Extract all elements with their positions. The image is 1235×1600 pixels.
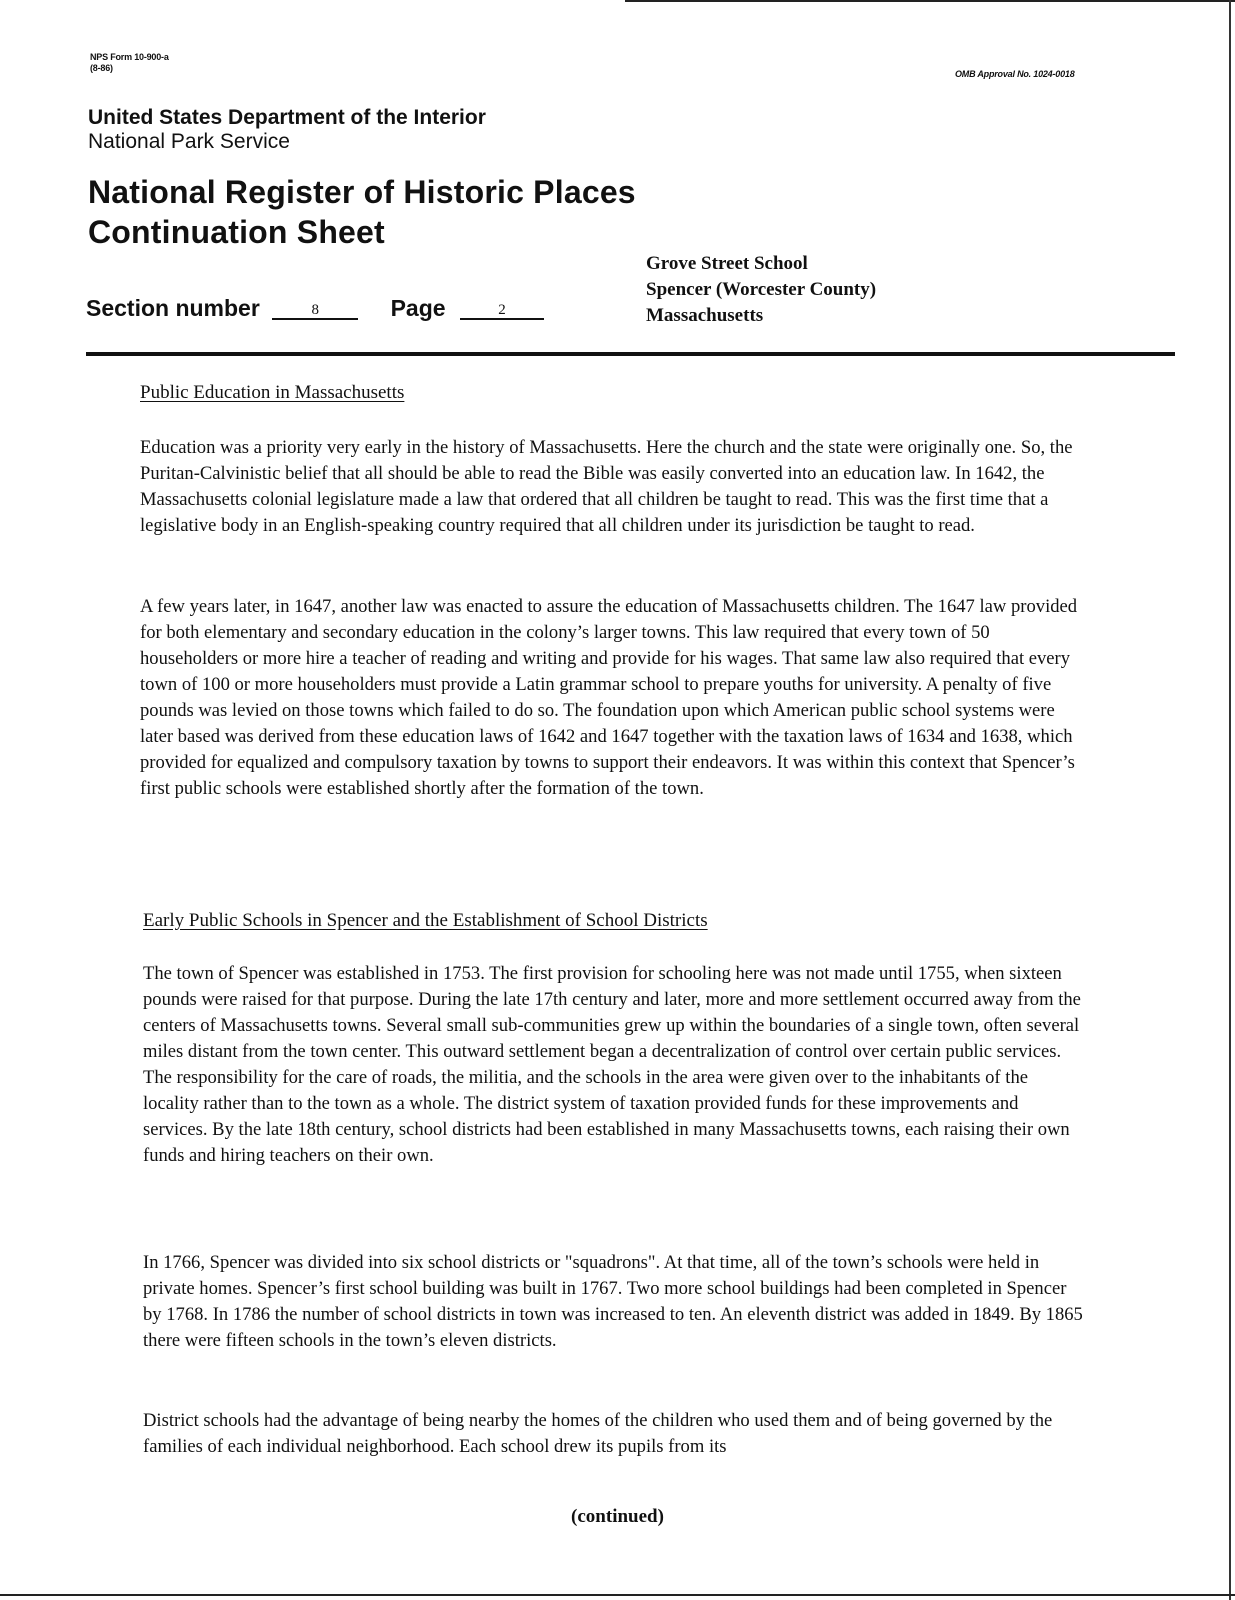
paragraph: The town of Spencer was established in 1753. The first provision for schooling here was not made until 1755, when sixteen pounds were raised for that purpose. During the late 17th century and later, more and more settlement occurred away from the centers of Massachusetts towns. Several small sub-communities grew up within the boundaries of a single town, often several miles distant from the town center. This outward settlement began a decentralization of control over certain public services. The responsibility for the care of roads, the militia, and the schools in the area were given over to the inhabitants of the locality rather than to the town as a whole. The district system of taxation provided funds for these improvements and services. By the late 18th century, school districts had been established in many Massachusetts towns, each raising their own funds and hiring teachers on their own. — [143, 963, 1081, 1166]
section-page-row — [86, 294, 544, 322]
page-number-value: 2 — [460, 302, 544, 320]
property-name: Grove Street School — [646, 253, 808, 274]
form-title: National Register of Historic Places — [88, 174, 636, 210]
omb-approval: OMB Approval No. 1024-0018 — [955, 69, 1075, 79]
paragraph: Education was a priority very early in the history of Massachusetts. Here the church and the state were originally one. So, the Puritan-Calvinistic belief that all should be able to read the Bible was easily converted into an education law. In 1642, the Massachusetts colonial legislature made a law that ordered that all children be taught to read. This was the first time that a legislative body in an English-speaking country required that all children under its jurisdiction be taught to read. — [140, 437, 1073, 536]
scan-edge-bottom — [0, 1594, 1235, 1596]
agency-name: National Park Service — [88, 130, 290, 153]
paragraph: A few years later, in 1647, another law was enacted to assure the education of Massachusetts children. The 1647 law provided for both elementary and secondary education in the colony’s larger towns. This law required that every town of 50 householders or more hire a teacher of reading and writing and provide for his wages. That same law also required that every town of 100 or more householders must provide a Latin grammar school to prepare youths for university. A penalty of five pounds was levied on those towns which failed to do so. The foundation upon which American public school systems were later based was derived from these education laws of 1642 and 1647 together with the taxation laws of 1634 and 1638, which provided for equalized and compulsory taxation by towns to support their endeavors. It was within this context that Spencer’s first public schools were established shortly after the formation of the town. — [140, 596, 1078, 799]
section-heading-public-education: Public Education in Massachusetts — [140, 382, 405, 403]
header-divider — [86, 352, 1175, 356]
paragraph: In 1766, Spencer was divided into six school districts or "squadrons". At that time, all of the town’s schools were held in private homes. Spencer’s first school building was built in 1767. Two more school buildings had been completed in Spencer by 1768. In 1786 the number of school districts in town was increased to ten. An eleventh district was added in 1849. By 1865 there were fifteen schools in the town’s eleven districts. — [143, 1252, 1083, 1351]
department-name: United States Department of the Interior — [88, 106, 486, 129]
form-revision: (8-86) — [90, 63, 113, 73]
continued-note: (continued) — [571, 1506, 664, 1527]
section-heading-early-schools: Early Public Schools in Spencer and the Establishment of School Districts — [143, 910, 708, 931]
property-block — [646, 251, 876, 329]
form-number: NPS Form 10-900-a — [90, 52, 169, 62]
section-number-label: Section number — [86, 295, 260, 321]
paragraph: District schools had the advantage of being nearby the homes of the children who used them and of being governed by the families of each individual neighborhood. Each school drew its pupils from its — [143, 1410, 1053, 1457]
section-number-value: 8 — [272, 302, 358, 320]
scan-edge-top — [625, 0, 1235, 2]
property-state: Massachusetts — [646, 305, 764, 326]
form-identifier — [90, 52, 169, 74]
property-location: Spencer (Worcester County) — [646, 279, 877, 300]
page-label: Page — [390, 295, 446, 321]
scan-edge-right — [1229, 0, 1231, 1600]
form-subtitle: Continuation Sheet — [88, 214, 385, 250]
